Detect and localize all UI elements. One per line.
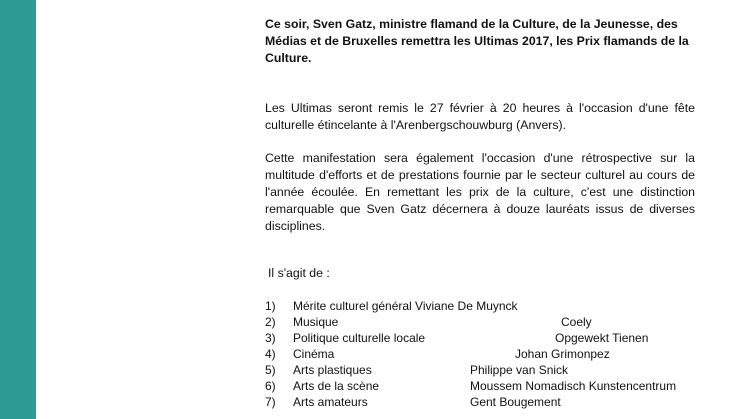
award-category: Arts amateurs: [293, 395, 368, 409]
body-paragraph: Les Ultimas seront remis le 27 février à 20 heures à l'occasion d'une fête culturelle étincelante à l'Arenbergschouwburg (Anvers).: [265, 101, 695, 132]
body-paragraph: Cette manifestation sera également l'occasion d'une rétrospective sur la multitude d'efforts et de prestations fournie par le secteur culturel au cours de l'année écoulée. En remettant les prix de la culture, c'est une distinction remarquable que Sven Gatz décernera à douze lauréats issus de diverses disciplines.: [265, 151, 695, 233]
award-winner: Coely: [561, 315, 592, 329]
award-number: 3): [265, 331, 276, 345]
award-category: Arts plastiques: [293, 363, 372, 377]
award-number: 4): [265, 347, 276, 361]
list-item: [265, 314, 705, 330]
left-color-band: [0, 0, 36, 419]
award-winner: Opgewekt Tienen: [555, 331, 649, 345]
list-item: [265, 330, 705, 346]
award-category: Cinéma: [293, 347, 335, 361]
award-category: Arts de la scène: [293, 379, 380, 393]
award-number: 6): [265, 379, 276, 393]
award-category: Mérite culturel général Viviane De Muynck: [293, 299, 518, 313]
awards-list: [265, 298, 705, 410]
list-item: [265, 298, 705, 314]
lead-paragraph: Ce soir, Sven Gatz, ministre flamand de la Culture, de la Jeunesse, des Médias et de Bruxelles remettra les Ultimas 2017, les Prix flamands de la Culture.: [265, 17, 689, 65]
award-winner: Moussem Nomadisch Kunstencentrum: [470, 379, 677, 393]
award-winner: Gent Bougement: [470, 395, 561, 409]
award-number: 2): [265, 315, 276, 329]
list-intro: Il s'agit de :: [268, 266, 330, 280]
list-item: [265, 346, 705, 362]
list-item: [265, 378, 705, 394]
list-item: [265, 362, 705, 378]
award-number: 5): [265, 363, 276, 377]
award-category: Politique culturelle locale: [293, 331, 426, 345]
award-winner: Philippe van Snick: [470, 363, 569, 377]
award-winner: Johan Grimonpez: [515, 347, 610, 361]
list-item: [265, 394, 705, 410]
award-number: 1): [265, 299, 276, 313]
award-category: Musique: [293, 315, 339, 329]
award-number: 7): [265, 395, 276, 409]
